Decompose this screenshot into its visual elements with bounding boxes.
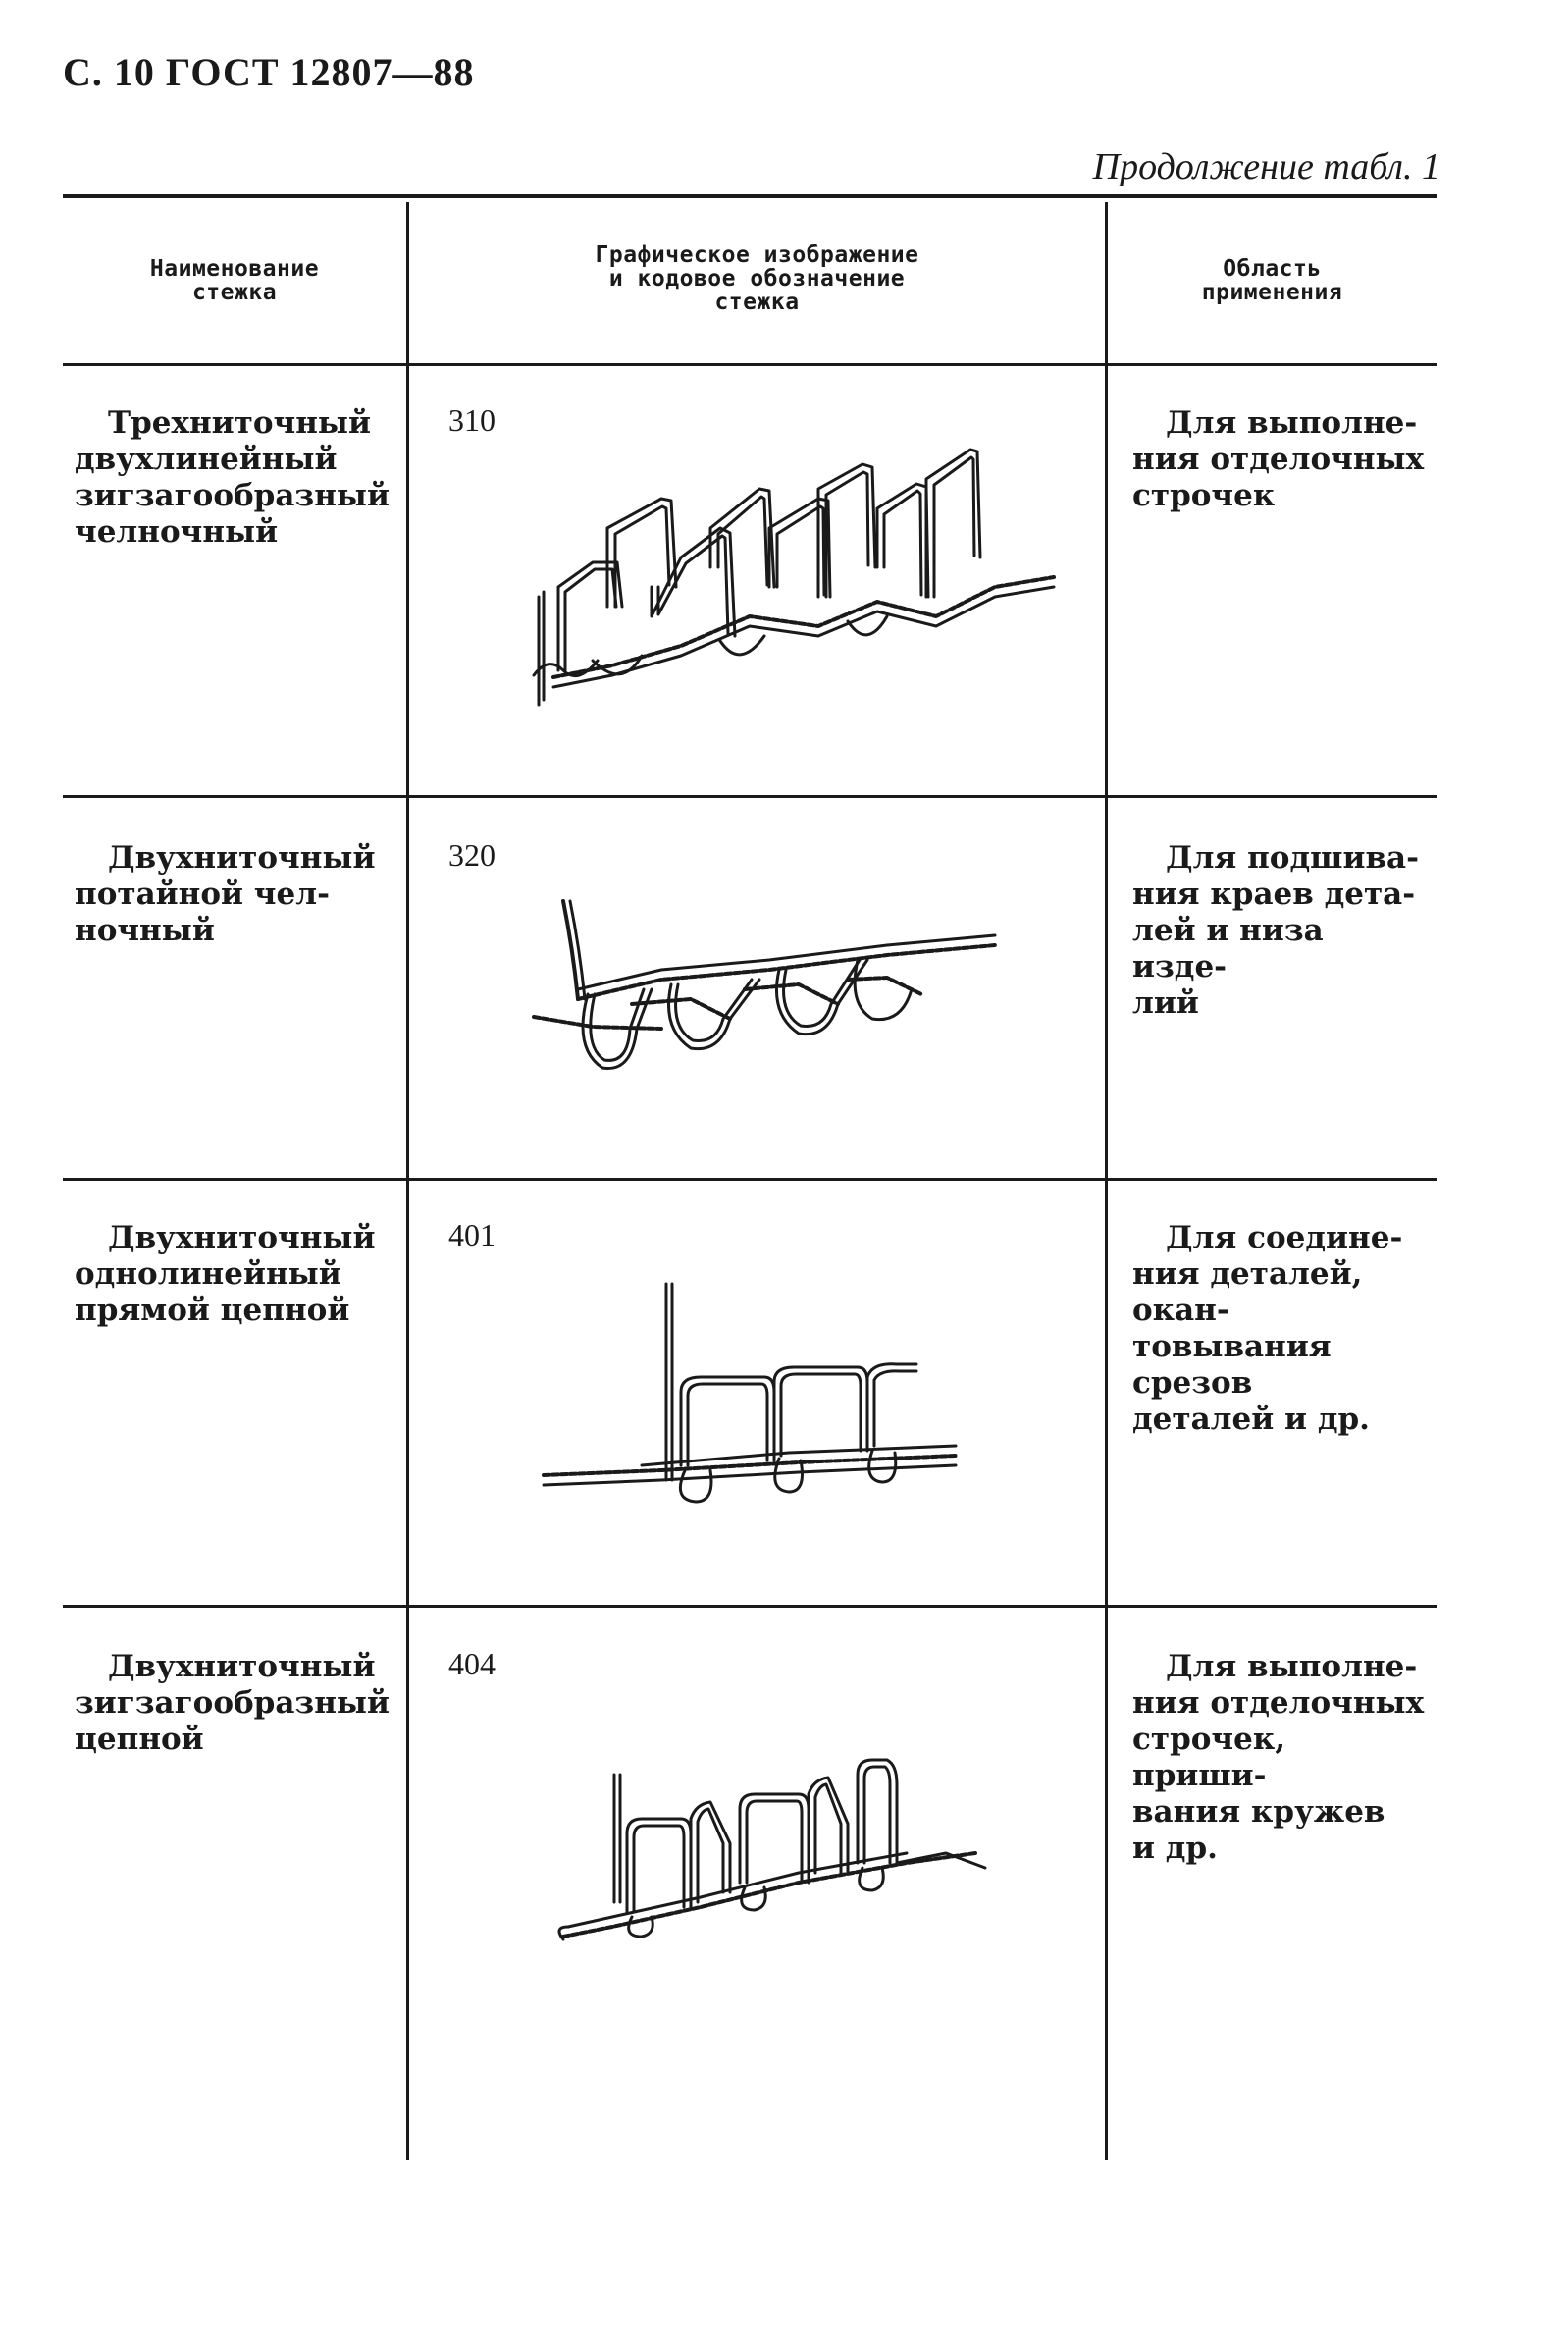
- header-bottom-rule: [63, 363, 1437, 366]
- stitch-table: [63, 194, 1437, 2167]
- stitch-usage: Для соедине- ния деталей, окан- товывания срезов деталей и др.: [1132, 1220, 1403, 1437]
- zigzag-chainstitch-icon: [553, 1725, 1015, 1941]
- column-header-name: Наименование стежка: [149, 256, 320, 305]
- stitch-name: Двухниточный зигзагообразный цепной: [75, 1649, 390, 1757]
- stitch-code: 310: [448, 402, 496, 438]
- straight-chainstitch-icon: [544, 1284, 1034, 1510]
- stitch-name: Двухниточный потайной чел- ночный: [75, 840, 376, 948]
- row-divider: [63, 1605, 1437, 1608]
- zigzag-lockstitch-icon: [524, 469, 1073, 695]
- stitch-usage: Для выполне- ния отделочных строчек: [1132, 405, 1425, 513]
- stitch-usage: Для подшива- ния краев дета- лей и низа изде- лий: [1132, 840, 1419, 1021]
- table-top-rule: [63, 194, 1437, 198]
- stitch-usage: Для выполне- ния отделочных строчек, приши- вания кружев и др.: [1132, 1649, 1425, 1866]
- column-divider: [1105, 202, 1108, 2160]
- stitch-code: 404: [448, 1646, 496, 1681]
- row-divider: [63, 1178, 1437, 1181]
- table-continuation-label: Продолжение табл. 1: [1092, 146, 1440, 187]
- page-header: С. 10 ГОСТ 12807—88: [63, 50, 475, 94]
- column-header-usage: Область применения: [1201, 256, 1343, 305]
- stitch-code: 320: [448, 837, 496, 873]
- stitch-name: Трехниточный двухлинейный зигзагообразный челночный: [75, 405, 390, 550]
- blind-lockstitch-icon: [534, 901, 1044, 1107]
- column-header-illustration: Графическое изображение и кодовое обозначение стежка: [595, 242, 919, 315]
- stitch-code: 401: [448, 1217, 496, 1252]
- stitch-name: Двухниточный однолинейный прямой цепной: [75, 1220, 376, 1328]
- row-divider: [63, 795, 1437, 798]
